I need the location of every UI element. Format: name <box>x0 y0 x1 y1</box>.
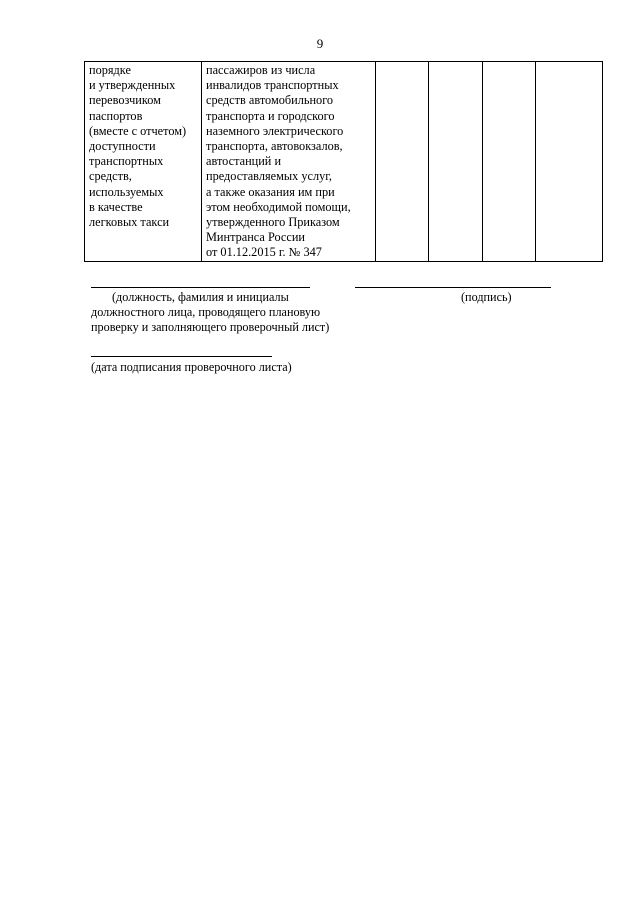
table-cell-answer-yes <box>376 62 429 262</box>
table-cell-answer-na <box>483 62 536 262</box>
signature-caption: (подпись) <box>461 290 512 304</box>
table-cell-requirement: порядке и утвержденных перевозчиком паспортов (вместе с отчетом) доступности транспортных средств, используемых в качестве легковых такси <box>85 62 202 262</box>
table-cell-answer-no <box>429 62 483 262</box>
official-signature-line <box>91 287 310 288</box>
signature-line <box>355 287 551 288</box>
checklist-table <box>84 61 603 262</box>
official-caption: (должность, фамилия и инициалы должностного лица, проводящего плановую проверку и заполняющего проверочный лист) <box>91 290 330 335</box>
date-caption: (дата подписания проверочного листа) <box>91 360 292 374</box>
table-cell-legal-act: пассажиров из числа инвалидов транспортных средств автомобильного транспорта и городского наземного электрического транспорта, автовокзалов, автостанций и предоставляемых услуг, а также оказания им при этом необходимой помощи, утвержденного Приказом Минтранса России от 01.12.2015 г. № 347 <box>202 62 376 262</box>
table-cell-note <box>536 62 603 262</box>
date-signature-line <box>91 356 272 357</box>
table-row <box>85 62 603 262</box>
page-number: 9 <box>316 36 324 51</box>
